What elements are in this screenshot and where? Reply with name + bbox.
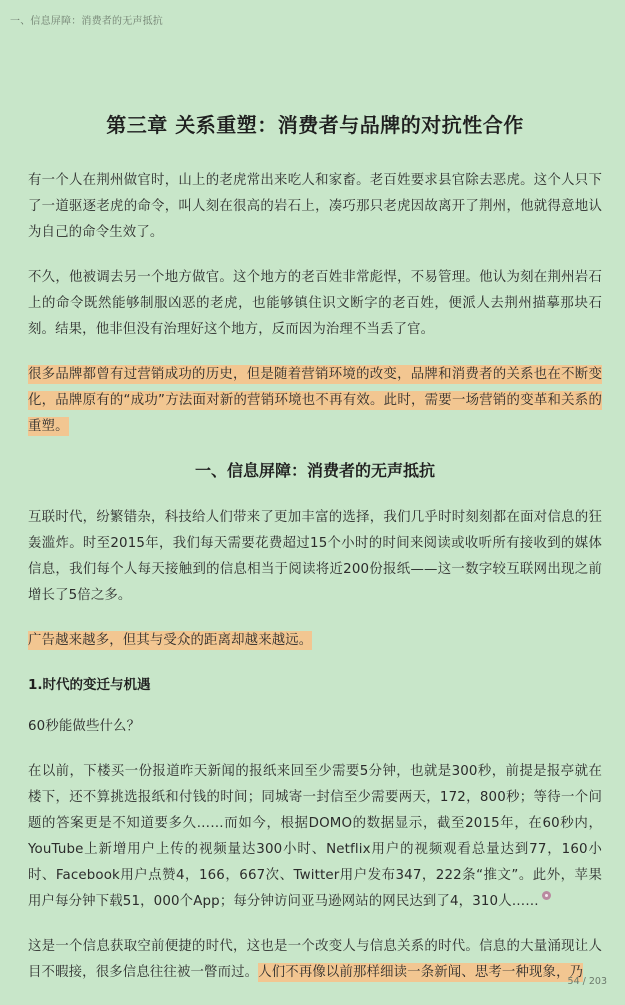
paragraph-8 (28, 934, 602, 986)
section-title: 一、信息屏障：消费者的无声抵抗 (194, 461, 435, 480)
chapter-title: 第三章 关系重塑：消费者与品牌的对抗性合作 (106, 113, 524, 137)
highlighted-text[interactable]: 人们不再像以前那样细读一条新闻、思考一种现象，乃 (258, 965, 584, 980)
paragraph-1: 有一个人在荆州做官时，山上的老虎常出来吃人和家畜。老百姓要求县官除去恶虎。这个人只下了一道驱逐老虎的命令，叫人刻在很高的岩石上，凑巧那只老虎因故离开了荆州，他就得意地认为自己的命令生效了。 (28, 173, 602, 240)
highlighted-text[interactable]: 广告越来越多，但其与受众的距离却越来越远。 (28, 633, 313, 648)
paragraph-3 (28, 362, 602, 440)
subsection-title: 1.时代的变迁与机遇 (28, 677, 151, 693)
paragraph-6: 60秒能做些什么？ (28, 719, 141, 734)
running-header: 一、信息屏障：消费者的无声抵抗 (10, 16, 163, 27)
paragraph-2: 不久，他被调去另一个地方做官。这个地方的老百姓非常彪悍，不易管理。他认为刻在荆州岩石上的命令既然能够制服凶恶的老虎，也能够镇住识文断字的老百姓，便派人去荆州描摹那块石刻。结果，他非但没有治理好这个地方，反而因为治理不当丢了官。 (28, 270, 602, 337)
note-icon[interactable] (542, 891, 551, 900)
highlighted-text[interactable]: 很多品牌都曾有过营销成功的历史，但是随着营销环境的改变，品牌和消费者的关系也在不断变化，品牌原有的“成功”方法面对新的营销环境也不再有效。此时，需要一场营销的变革和关系的重塑。 (28, 367, 602, 434)
page-number: 54 / 203 (567, 976, 607, 987)
paragraph-7 (28, 759, 602, 915)
paragraph-8-text: 这是一个信息获取空前便捷的时代，这也是一个改变人与信息关系的时代。信息的大量涌现让人目不暇接，很多信息往往被一瞥而过。 (28, 939, 602, 980)
paragraph-7-text: 在以前，下楼买一份报道昨天新闻的报纸来回至少需要5分钟，也就是300秒，前提是报亭就在楼下，还不算挑选报纸和付钱的时间；同城寄一封信至少需要两天，172，800秒；等待一个问题的答案更是不知道要多久……而如今，根据DOMO的数据显示，截至2015年，在60秒内，YouTube上新增用户上传的视频量达300小时、Netflix用户的视频观看总量达到77，160小时、Facebook用户点赞4，166，667次、Twitter用户发布347，222条“推文”。此外，苹果用户每分钟下载51，000个App；每分钟访问亚马逊网站的网民达到了4，310人…… (28, 764, 602, 909)
paragraph-4: 互联时代，纷繁错杂，科技给人们带来了更加丰富的选择，我们几乎时时刻刻都在面对信息的狂轰滥炸。时至2015年，我们每天需要花费超过15个小时的时间来阅读或收听所有接收到的媒体信息，我们每个人每天接触到的信息相当于阅读将近200份报纸——这一数字较互联网出现之前增长了5倍之多。 (28, 510, 602, 603)
page-content (28, 110, 602, 1005)
paragraph-5 (28, 628, 602, 654)
